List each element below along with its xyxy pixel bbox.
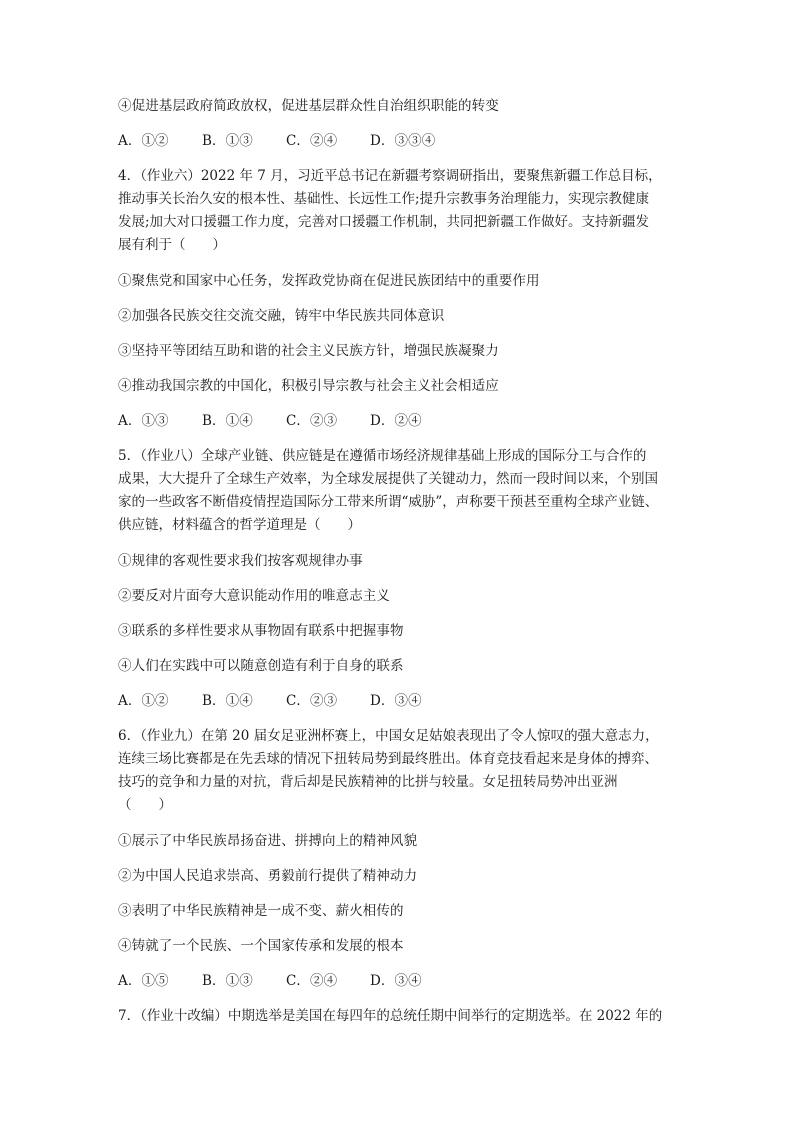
answer-choice-b: B．①④: [202, 693, 253, 709]
question-4: [118, 165, 680, 257]
question-7-stem-line: 7．（作业十改编）中期选举是美国在每四年的总统任期中间举行的定期选举。在 2022 年的: [118, 1008, 663, 1024]
exam-page: [118, 95, 680, 1028]
answer-choice-a: A．①⑤: [118, 973, 169, 989]
question-5-answer-choices: [118, 690, 680, 712]
question-stem-line: 5．（作业八）全球产业链、供应链是在遵循市场经济规律基础上形成的国际分工与合作的: [118, 448, 647, 464]
option-item: ④人们在实践中可以随意创造有利于自身的联系: [118, 658, 404, 674]
question-3-option-4: ④促进基层政府简政放权，促进基层群众性自治组织职能的转变: [118, 98, 499, 114]
question-stem-line: 6．（作业九）在第 20 届女足亚洲杯赛上，中国女足姑娘表现出了令人惊叹的强大意志力，: [118, 728, 659, 744]
option-item: ④铸就了一个民族、一个国家传承和发展的根本: [118, 938, 404, 954]
question-6: [118, 725, 680, 817]
answer-choice-c: C．②③: [286, 413, 338, 429]
option-item: ①展示了中华民族昂扬奋进、拼搏向上的精神风貌: [118, 833, 418, 849]
answer-choice-b: B．①③: [202, 133, 253, 149]
question-stem-line: 推动事关长治久安的根本性、基础性、长远性工作;提升宗教事务治理能力，实现宗教健康: [118, 191, 650, 207]
answer-choice-c: C．②④: [286, 133, 338, 149]
question-stem-line: 展有利于（ ）: [118, 237, 226, 253]
answer-choice-d: D．③④: [370, 973, 422, 989]
answer-choice-d: D．③③④: [370, 133, 436, 149]
question-6-answer-choices: [118, 970, 680, 992]
option-item: ②要反对片面夸大意识能动作用的唯意志主义: [118, 588, 390, 604]
answer-choice-b: B．①④: [202, 413, 253, 429]
question-stem-line: 成果，大大提升了全球生产效率，为全球发展提供了关键动力，然而一段时间以来，个别国: [118, 471, 658, 487]
question-stem-line: 发展;加大对口援疆工作力度，完善对口援疆工作机制，共同把新疆工作做好。支持新疆发: [118, 214, 650, 230]
question-stem-line: （ ）: [118, 797, 172, 813]
question-5: [118, 445, 680, 537]
question-stem-line: 4．（作业六）2022 年 7 月，习近平总书记在新疆考察调研指出，要聚焦新疆工作总目标，: [118, 168, 662, 184]
option-item: ①规律的客观性要求我们按客观规律办事: [118, 553, 363, 569]
question-stem-line: 技巧的竞争和力量的对抗，背后却是民族精神的比拼与较量。女足扭转局势冲出亚洲: [118, 774, 618, 790]
answer-choice-a: A．①③: [118, 413, 169, 429]
option-item: ①聚焦党和国家中心任务，发挥政党协商在促进民族团结中的重要作用: [118, 273, 540, 289]
answer-choice-a: A．①②: [118, 693, 169, 709]
option-item: ④推动我国宗教的中国化，积极引导宗教与社会主义社会相适应: [118, 378, 499, 394]
question-3-answer-choices: [118, 130, 680, 152]
option-item: ②为中国人民追求崇高、勇毅前行提供了精神动力: [118, 868, 418, 884]
answer-choice-b: B．①③: [202, 973, 253, 989]
answer-choice-c: C．②③: [286, 693, 338, 709]
answer-choice-a: A．①②: [118, 133, 169, 149]
question-stem-line: 家的一些政客不断借疫情捏造国际分工带来所谓“威胁”，声称要干预甚至重构全球产业链、: [118, 494, 659, 510]
answer-choice-d: D．②④: [370, 413, 422, 429]
answer-choice-c: C．②④: [286, 973, 338, 989]
option-item: ③坚持平等团结互助和谐的社会主义民族方针，增强民族凝聚力: [118, 343, 499, 359]
question-stem-line: 连续三场比赛都是在先丢球的情况下扭转局势到最终胜出。体育竞技看起来是身体的搏弈、: [118, 751, 658, 767]
question-stem-line: 供应链，材料蕴含的哲学道理是（ ）: [118, 517, 361, 533]
option-item: ③联系的多样性要求从事物固有联系中把握事物: [118, 623, 404, 639]
option-item: ③表明了中华民族精神是一成不变、薪火相传的: [118, 903, 404, 919]
option-item: ②加强各民族交往交流交融，铸牢中华民族共同体意识: [118, 308, 445, 324]
question-4-answer-choices: [118, 410, 680, 432]
answer-choice-d: D．③④: [370, 693, 422, 709]
